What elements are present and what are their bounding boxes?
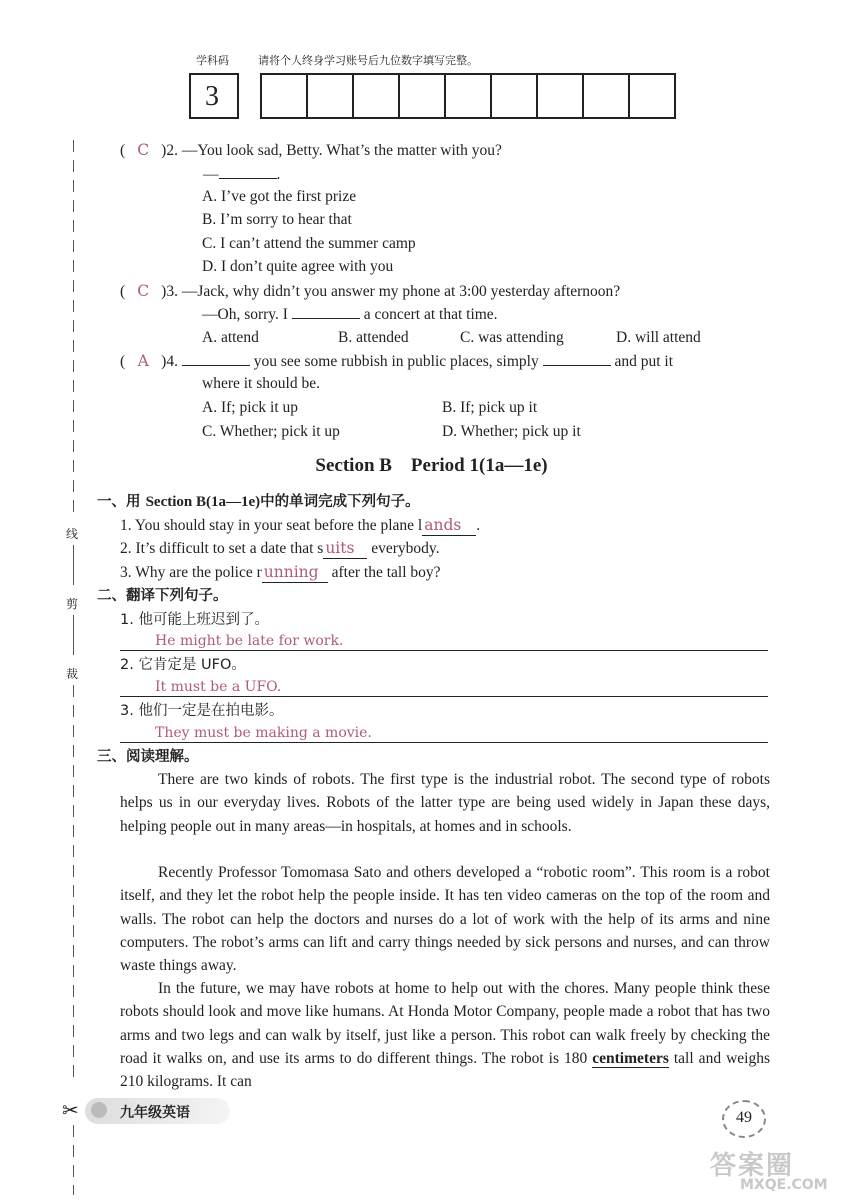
- question-3-answer: C: [137, 282, 150, 300]
- question-2-response-blank: — .: [203, 166, 281, 183]
- reading-paragraph-2: Recently Professor Tomomasa Sato and others developed a “robotic room”. This room is a robot itself, and they let the robot help the people inside. It has ten video cameras on the top of the room and walls. The robot can help the doctors and nurses do a lot of work with the help of its arms and nine computers. The robot’s arms can lift and carry things needed by sick persons and nurses, and can throw waste things away.: [120, 864, 770, 975]
- question-4-answer: A: [137, 352, 149, 370]
- answer-line: [120, 742, 768, 743]
- page-number: 49: [736, 1109, 752, 1126]
- part3-heading: 三、阅读理解。: [97, 749, 199, 765]
- cut-label-line: 线: [66, 527, 79, 541]
- fill-answer: ands: [422, 515, 476, 536]
- translate-answer-3: They must be making a movie.: [155, 725, 372, 741]
- watermark-logo: [700, 1145, 855, 1195]
- answer-line: [120, 696, 768, 697]
- translate-question-2: 2. 它肯定是 UFO。: [120, 657, 246, 673]
- digit-cell[interactable]: [308, 75, 354, 117]
- part1-heading: 一、用 Section B(1a—1e)中的单词完成下列句子。: [97, 494, 420, 510]
- option: B. attended: [338, 329, 409, 346]
- option: D. Whether; pick up it: [442, 423, 581, 440]
- translate-answer-1: He might be late for work.: [155, 633, 344, 649]
- cut-label-cut: 剪: [66, 597, 79, 611]
- translate-question-1: 1. 他可能上班迟到了。: [120, 612, 269, 628]
- option: C. Whether; pick it up: [202, 423, 340, 440]
- fill-answer: unning: [262, 562, 328, 583]
- option: A. If; pick it up: [202, 399, 298, 416]
- cut-label-trim: 裁: [66, 667, 79, 681]
- fill-sentence-2: 2. It’s difficult to set a date that s uits everybody.: [120, 539, 440, 557]
- digit-cell[interactable]: [446, 75, 492, 117]
- footer-book-badge: [85, 1098, 230, 1124]
- watermark-text: MXQE.COM: [740, 1177, 828, 1193]
- digit-cell[interactable]: [584, 75, 630, 117]
- account-instruction: 请将个人终身学习账号后九位数字填写完整。: [258, 54, 478, 67]
- question-3-stem: ( C )3. —Jack, why didn’t you answer my phone at 3:00 yesterday afternoon?: [120, 282, 621, 300]
- question-4-stem: ( A )4. you see some rubbish in public places, simply and put it: [120, 352, 674, 370]
- option: B. If; pick up it: [442, 399, 538, 416]
- reading-paragraph-1: There are two kinds of robots. The first type is the industrial robot. The second type of robots helps us in our everyday lives. Robots of the latter type are being used widely in Japan these days, helping people out in many areas—in hospitals, at homes and in schools.: [120, 771, 770, 835]
- fill-sentence-3: 3. Why are the police r unning after the tall boy?: [120, 563, 441, 581]
- digit-cell[interactable]: [492, 75, 538, 117]
- part2-heading: 二、翻译下列句子。: [97, 588, 228, 604]
- cut-line: [73, 685, 74, 1085]
- question-4-line2: where it should be.: [202, 375, 320, 392]
- subject-code-label: 学科码: [196, 54, 229, 67]
- question-3-line2: —Oh, sorry. I a concert at that time.: [202, 306, 498, 323]
- option: D. I don’t quite agree with you: [202, 258, 394, 275]
- cut-line: [73, 615, 74, 655]
- translate-question-3: 3. 他们一定是在拍电影。: [120, 703, 284, 719]
- option: D. will attend: [616, 329, 701, 346]
- question-2-stem: ( C )2. —You look sad, Betty. What’s the matter with you?: [120, 141, 502, 159]
- digit-cell[interactable]: [630, 75, 676, 117]
- fill-answer: uits: [323, 538, 367, 559]
- question-2-answer: C: [137, 141, 150, 159]
- section-title: Section B Period 1(1a—1e): [315, 455, 548, 476]
- digit-cell[interactable]: [262, 75, 308, 117]
- watermark-glyphs: 答案圈: [710, 1151, 795, 1181]
- reading-paragraph-3: In the future, we may have robots at home to help out with the chores. Many people think these robots should look and move like humans. At Honda Motor Company, people made a robot that has two arms and two legs and can walk by itself, just like a person. This robot can walk freely by checking the road it walks on, and use its arms to do different things. The robot is 180 centimeters tall and weighs 210 kilograms. It can: [120, 980, 770, 1091]
- option: C. I can’t attend the summer camp: [202, 235, 416, 252]
- translate-answer-2: It must be a UFO.: [155, 679, 282, 695]
- cut-line: [73, 545, 74, 585]
- digit-cell[interactable]: [538, 75, 584, 117]
- page-number-badge: [722, 1100, 766, 1138]
- cut-line: [73, 1125, 74, 1195]
- option: A. I’ve got the first prize: [202, 188, 357, 205]
- scissors-icon: ✂: [62, 1100, 79, 1122]
- subject-code-box: [189, 73, 239, 119]
- account-number-boxes[interactable]: [260, 73, 676, 119]
- digit-cell[interactable]: [400, 75, 446, 117]
- option: A. attend: [202, 329, 259, 346]
- subject-code-value: 3: [205, 81, 219, 112]
- underlined-word: centimeters: [592, 1049, 669, 1067]
- badge-circle-icon: [91, 1102, 107, 1118]
- answer-line: [120, 650, 768, 651]
- digit-cell[interactable]: [354, 75, 400, 117]
- option: C. was attending: [460, 329, 564, 346]
- option: B. I’m sorry to hear that: [202, 211, 352, 228]
- fill-sentence-1: 1. You should stay in your seat before the plane l ands .: [120, 516, 481, 534]
- book-title: 九年级英语: [120, 1105, 190, 1121]
